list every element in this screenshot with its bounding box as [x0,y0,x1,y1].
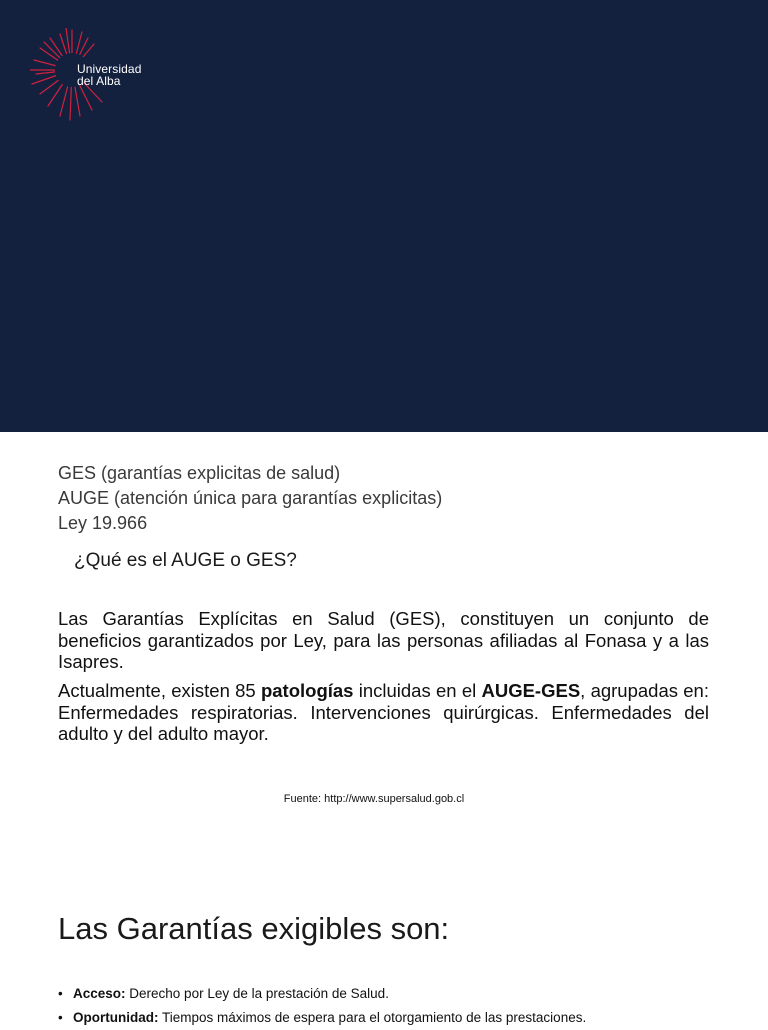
intro-line-ges: GES (garantías explicitas de salud) [58,463,341,483]
bullet-term: Oportunidad: [73,1010,159,1025]
pathologies-paragraph [58,680,709,745]
bullet-term: Acceso: [73,986,126,1001]
bullet-marker: • [58,986,63,1001]
paragraph-bold-patologias: patologías [260,680,354,701]
paragraph-text: , agrupadas en: Enfermedades respiratorias. Intervenciones quirúrgicas. Enfermedades del adulto y del adulto mayor. [58,680,709,744]
guarantees-list [58,982,586,1030]
bullet-text: Tiempos máximos de espera para el otorgamiento de las prestaciones. [158,1010,587,1025]
bullet-marker: • [58,1010,63,1025]
guarantees-heading: Las Garantías exigibles son: [58,911,450,946]
paragraph-text: Actualmente, existen 85 [58,680,261,701]
intro-block [58,461,442,536]
intro-line-auge: AUGE (atención única para garantías explicitas) [58,488,443,508]
logo-wordmark [77,63,141,87]
title-banner [0,0,768,432]
logo-line-1: Universidad [77,62,142,76]
bullet-text: Derecho por Ley de la prestación de Salud. [125,986,389,1001]
question-heading: ¿Qué es el AUGE o GES? [74,550,297,571]
university-logo [30,28,160,123]
intro-line-ley: Ley 19.966 [58,513,148,533]
list-item [58,982,586,1006]
paragraph-text: incluidas en el [353,680,482,701]
list-item [58,1006,586,1030]
source-citation: Fuente: http://www.supersalud.gob.cl [283,793,465,805]
paragraph-bold-auge-ges: AUGE-GES [481,680,581,701]
ges-definition-paragraph: Las Garantías Explícitas en Salud (GES), constituyen un conjunto de beneficios garantizados por Ley, para las personas afiliadas al Fonasa y a las Isapres. [58,608,709,672]
logo-line-2: del Alba [77,74,121,88]
